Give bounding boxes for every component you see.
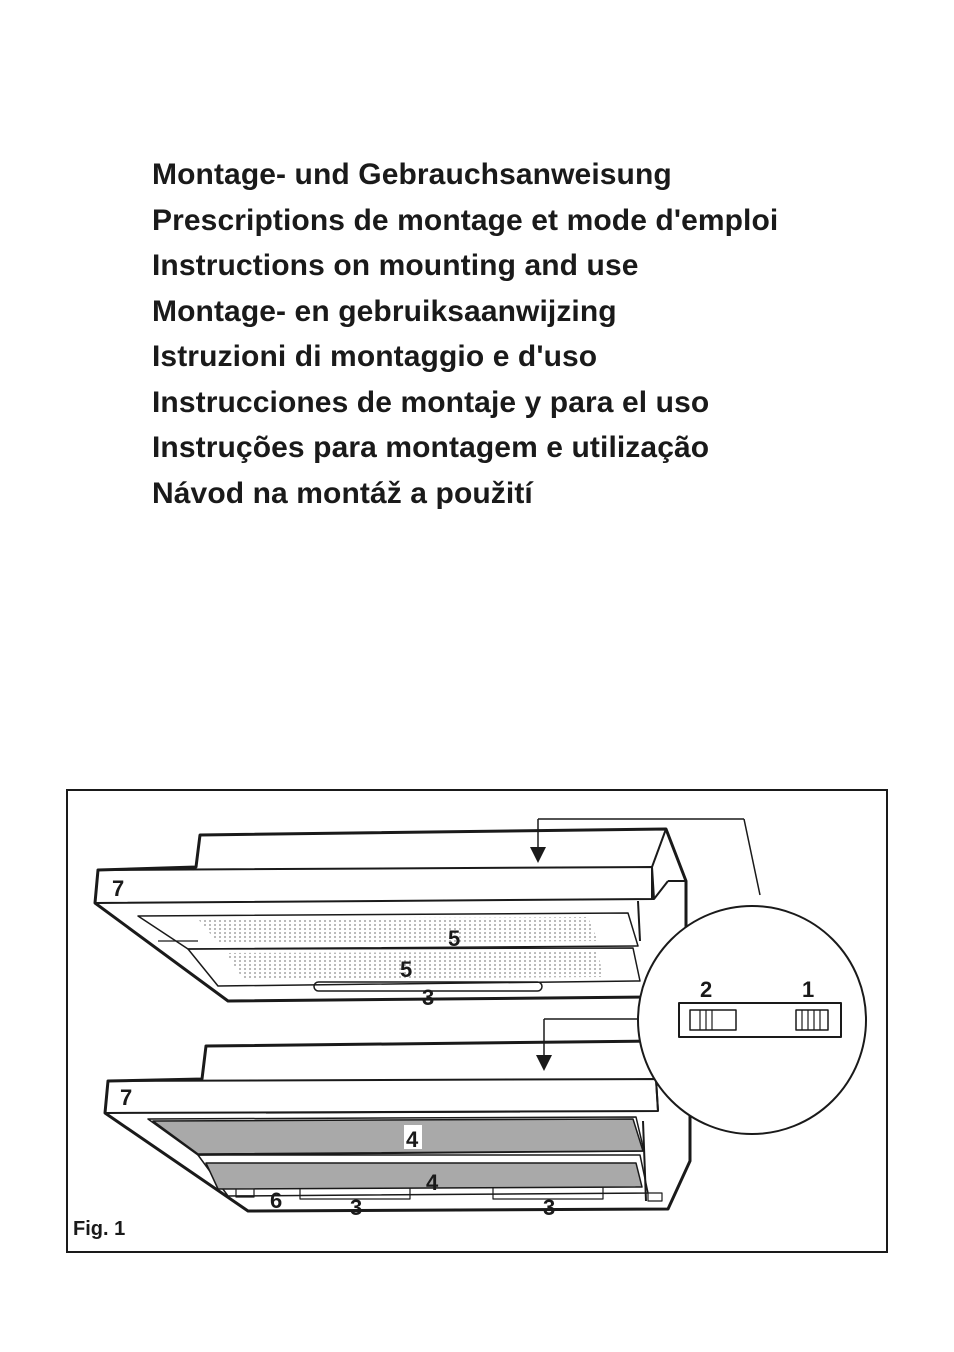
callout-bottom-filter-b: 4 — [426, 1170, 439, 1195]
bottom-filter-back — [206, 1163, 642, 1189]
arrow-down-icon — [530, 847, 546, 863]
callout-bottom-panel: 7 — [120, 1085, 133, 1110]
callout-bottom-filter-a: 4 — [406, 1127, 419, 1152]
top-filter-front — [198, 917, 598, 943]
detail-magnifier — [638, 906, 866, 1134]
title-german: Montage- und Gebrauchsanweisung — [152, 158, 672, 191]
callout-bottom-handle-right: 3 — [543, 1195, 556, 1220]
title-italian: Istruzioni di montaggio e d'uso — [152, 340, 598, 373]
figure-caption: Fig. 1 — [73, 1218, 126, 1240]
bottom-filter-front — [153, 1119, 643, 1154]
callout-bottom-handle-left: 3 — [350, 1195, 363, 1220]
title-french: Prescriptions de montage et mode d'emploi — [152, 203, 779, 237]
arrow-down-icon — [536, 1055, 552, 1071]
callout-top-filter-a: 5 — [448, 926, 461, 951]
title-dutch: Montage- en gebruiksaanwijzing — [152, 294, 617, 328]
top-filter-back — [226, 952, 603, 979]
callout-top-handle: 3 — [422, 985, 435, 1010]
callout-top-panel: 7 — [112, 876, 125, 901]
title-spanish: Instrucciones de montaje y para el uso — [152, 385, 710, 419]
callout-switch-right: 1 — [802, 977, 815, 1002]
title-portuguese: Instruções para montagem e utilização — [152, 431, 710, 464]
callout-bottom-switch: 6 — [270, 1188, 283, 1213]
title-english: Instructions on mounting and use — [152, 249, 639, 282]
callout-switch-left: 2 — [700, 977, 713, 1002]
title-czech: Návod na montáž a použití — [152, 476, 533, 510]
figure-frame — [66, 789, 888, 1253]
callout-top-filter-b: 5 — [400, 957, 413, 982]
title-list — [152, 152, 778, 516]
hood-illustration — [68, 791, 886, 1251]
